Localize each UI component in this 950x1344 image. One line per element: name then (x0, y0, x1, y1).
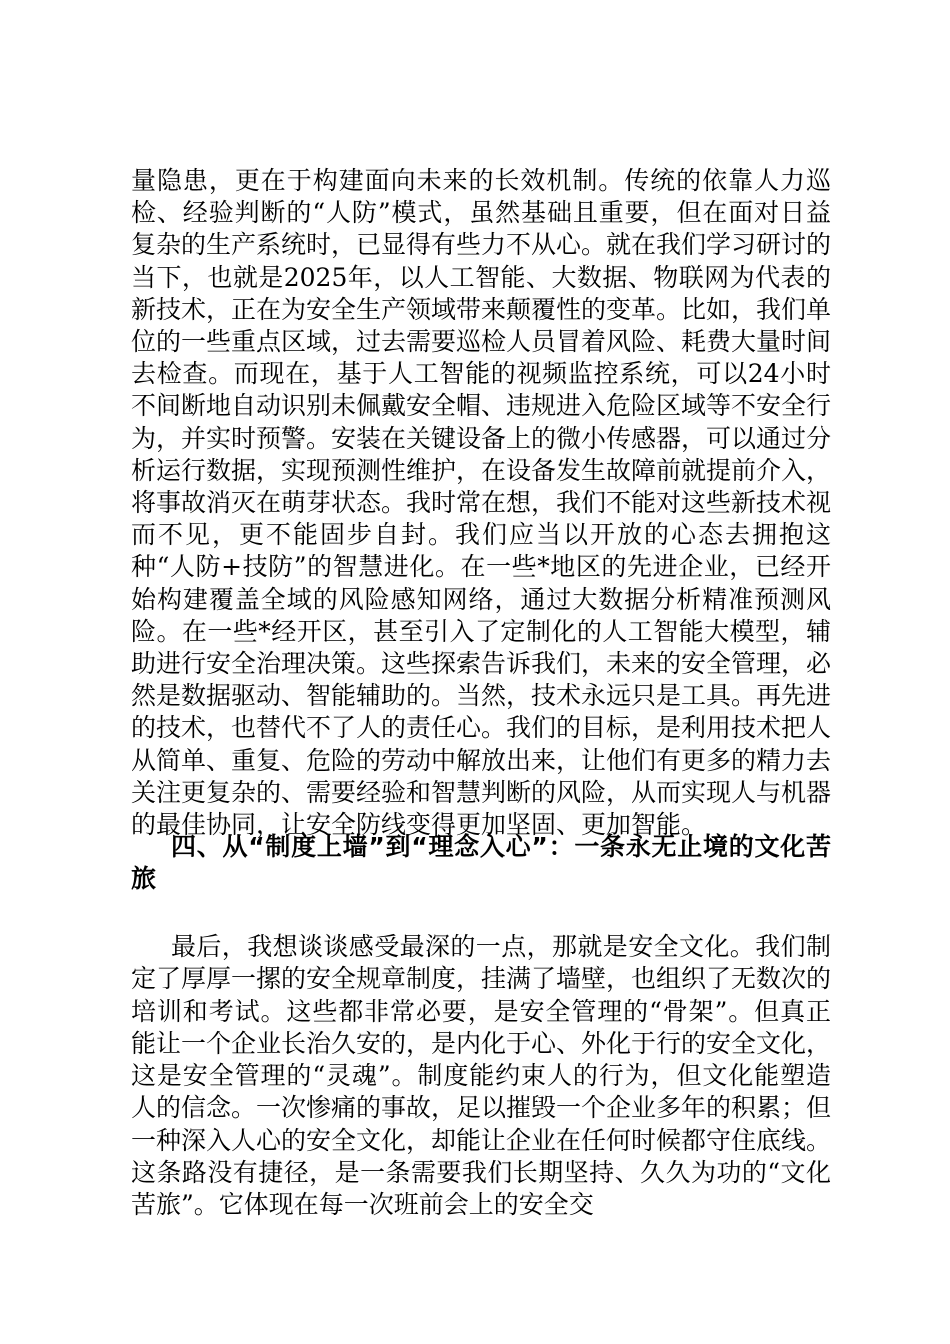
body-paragraph: 最后，我想谈谈感受最深的一点，那就是安全文化。我们制定了厚厚一摞的安全规章制度，挂满了墙壁，也组织了无数次的培训和考试。这些都非常必要，是安全管理的“骨架”。但真正能让一个企业长治久安的，是内化于心、外化于行的安全文化，这是安全管理的“灵魂”。制度能约束人的行为，但文化能塑造人的信念。一次惨痛的事故，足以摧毁一个企业多年的积累；但一种深入人心的安全文化，却能让企业在任何时候都守住底线。这条路没有捷径，是一条需要我们长期坚持、久久为功的“文化苦旅”。它体现在每一次班前会上的安全交 (131, 932, 832, 1220)
section-heading: 四、从“制度上墙”到“理念入心”：一条永无止境的文化苦旅 (131, 832, 831, 893)
body-paragraph: 量隐患，更在于构建面向未来的长效机制。传统的依靠人力巡检、经验判断的“人防”模式，虽然基础且重要，但在面对日益复杂的生产系统时，已显得有些力不从心。就在我们学习研讨的当下，也就是2025年，以人工智能、大数据、物联网为代表的新技术，正在为安全生产领域带来颠覆性的变革。比如，我们单位的一些重点区域，过去需要巡检人员冒着风险、耗费大量时间去检查。而现在，基于人工智能的视频监控系统，可以24小时不间断地自动识别未佩戴安全帽、违规进入危险区域等不安全行为，并实时预警。安装在关键设备上的微小传感器，可以通过分析运行数据，实现预测性维护，在设备发生故障前就提前介入，将事故消灭在萌芽状态。我时常在想，我们不能对这些新技术视而不见，更不能固步自封。我们应当以开放的心态去拥抱这种“人防+技防”的智慧进化。在一些*地区的先进企业，已经开始构建覆盖全域的风险感知网络，通过大数据分析精准预测风险。在一些*经开区，甚至引入了定制化的人工智能大模型，辅助进行安全治理决策。这些探索告诉我们，未来的安全管理，必然是数据驱动、智能辅助的。当然，技术永远只是工具。再先进的技术，也替代不了人的责任心。我们的目标，是利用技术把人从简单、重复、危险的劳动中解放出来，让他们有更多的精力去关注更复杂的、需要经验和智慧判断的风险，从而实现人与机器的最佳协同，让安全防线变得更加坚固、更加智能。 (131, 166, 832, 840)
